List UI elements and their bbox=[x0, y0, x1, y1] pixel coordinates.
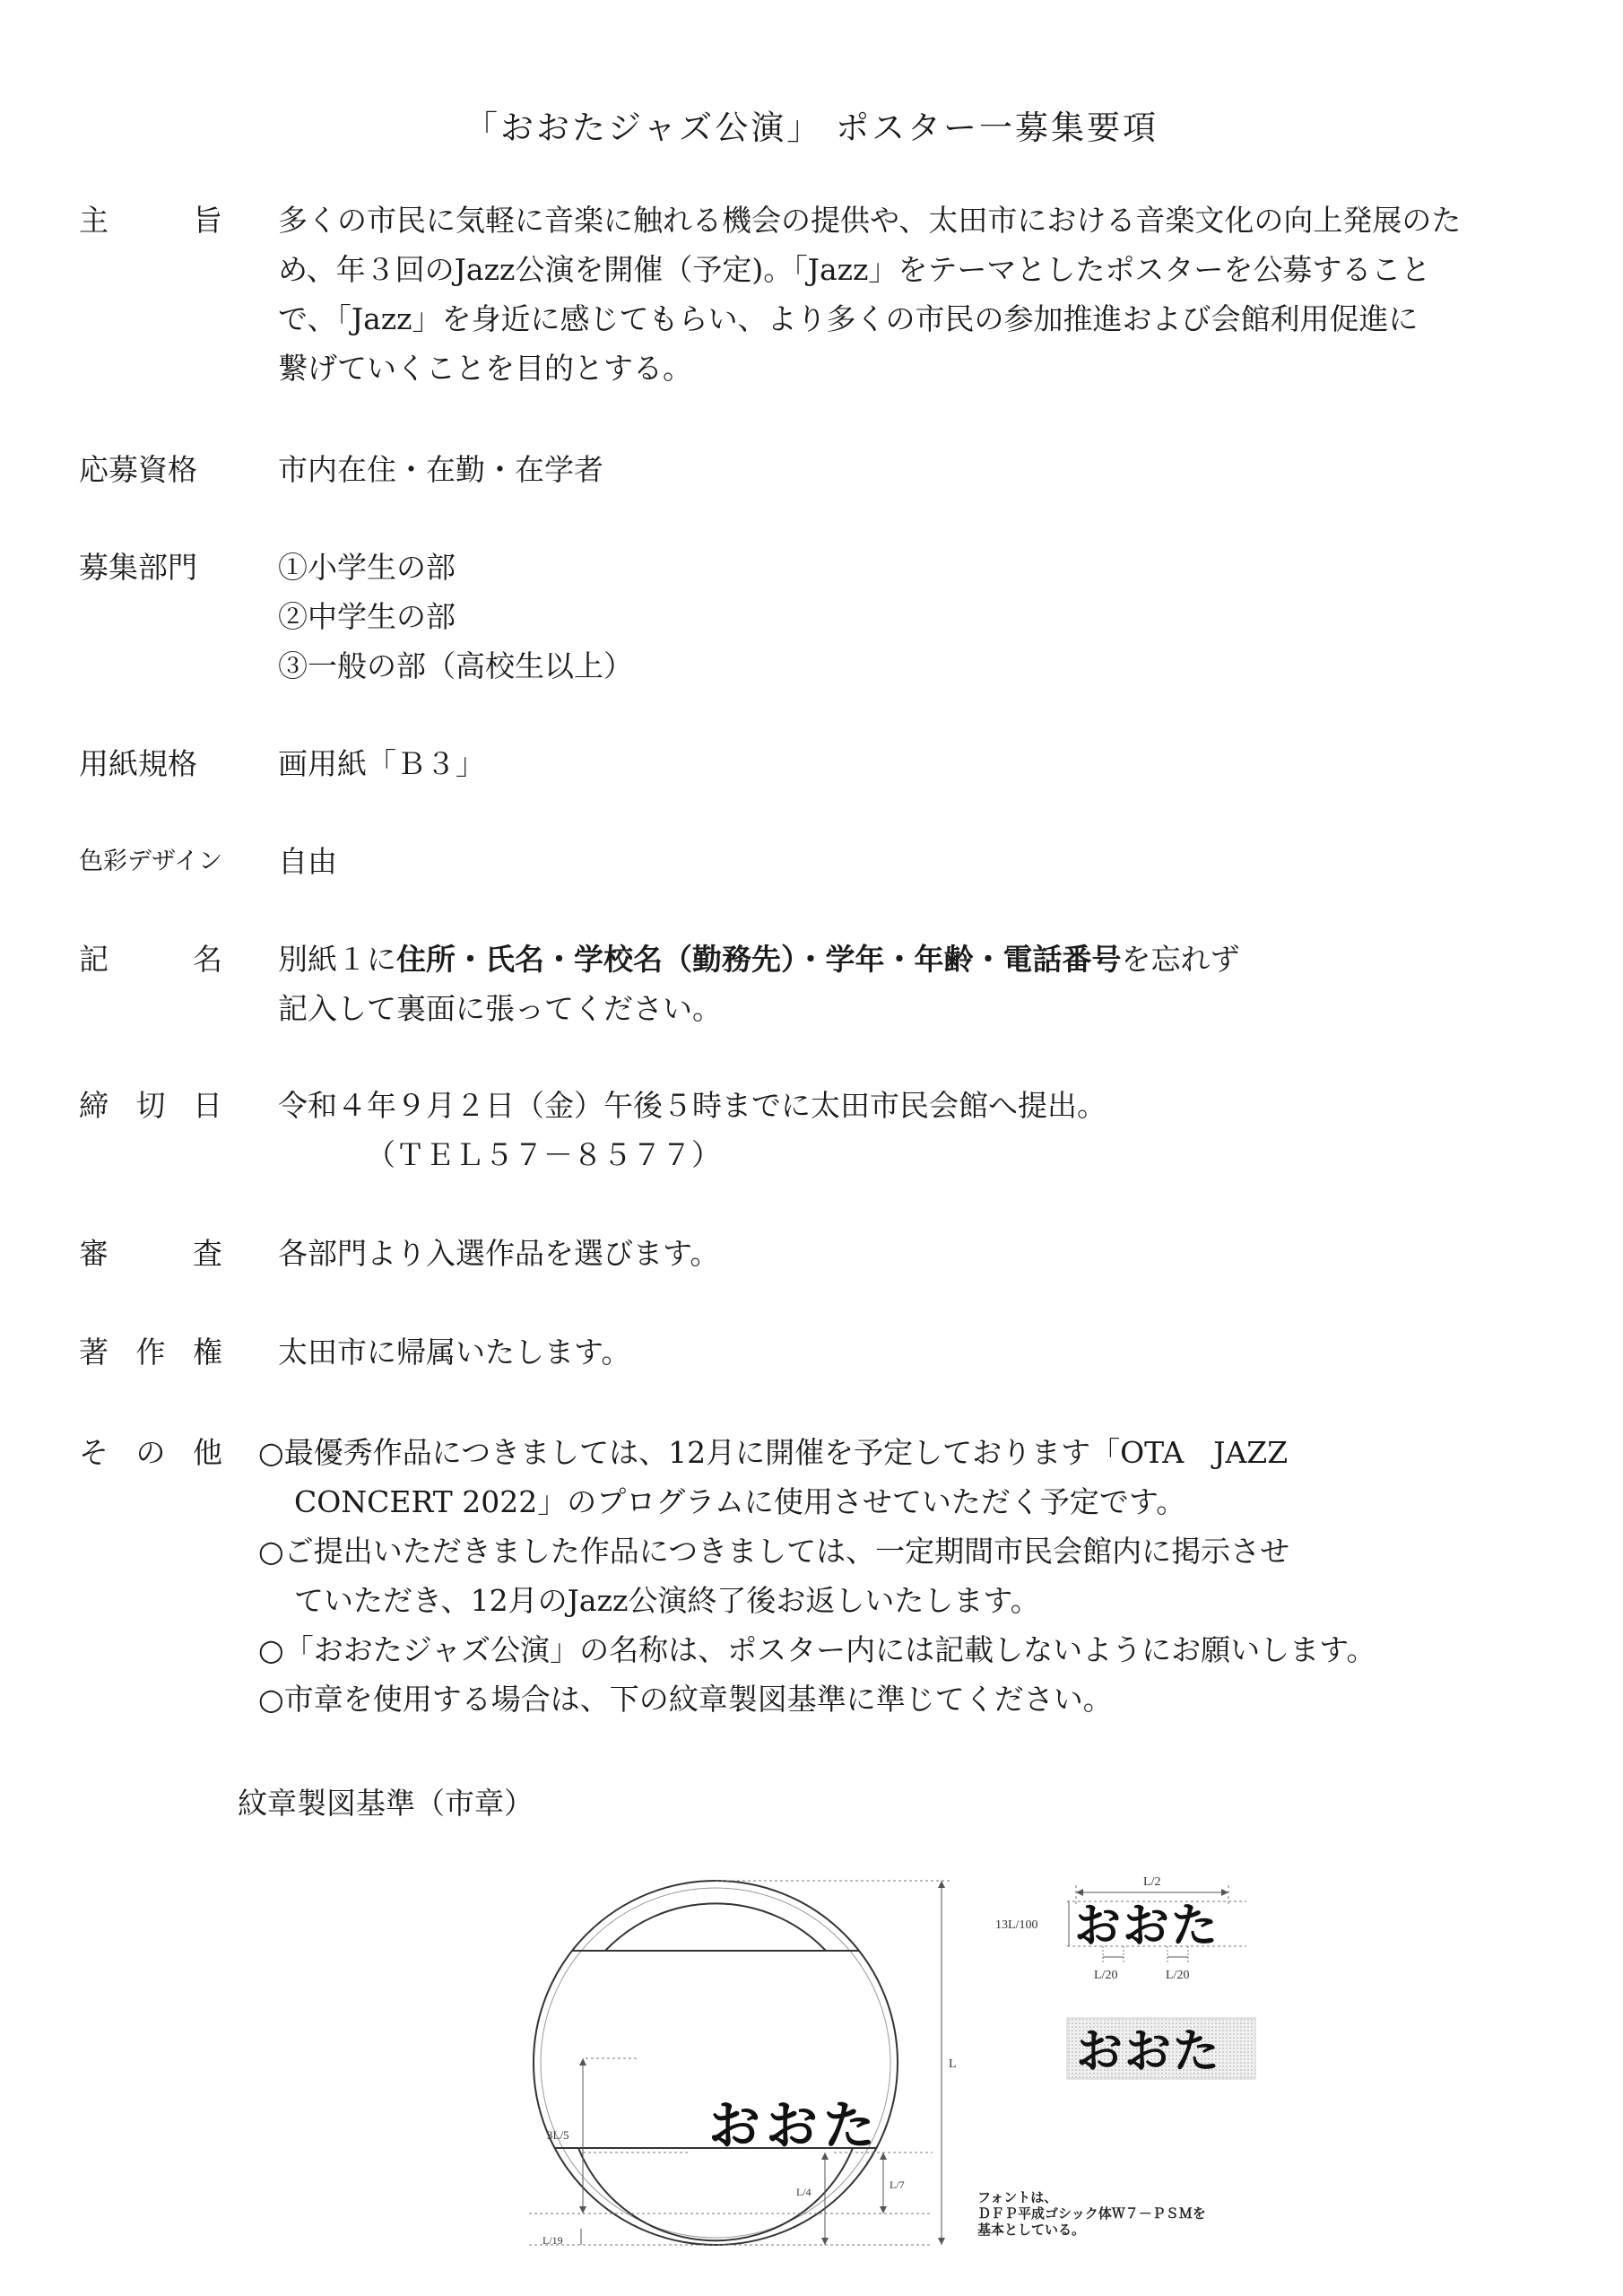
section-label: 著 作 権 bbox=[79, 1335, 222, 1370]
section-label: 締 切 日 bbox=[79, 1088, 222, 1123]
section-body: 多くの市民に気軽に音楽に触れる機会の提供や、太田市における音楽文化の向上発展のた め、年３回のJazz公演を開催（予定)。「Jazz」をテーマとしたポスターを公募すること で、「Jazz」を身近に感じてもらい、より多くの市民の参加推進および会館利用促進に 繋げていくことを目的とする。 bbox=[278, 203, 1462, 386]
dim-L7: L/7 bbox=[890, 2179, 905, 2191]
logotype-sample-text: おおた bbox=[1076, 2025, 1222, 2079]
section-judging: 審 査 各部門より入選作品を選びます。 bbox=[79, 1229, 1567, 1278]
section-label: 審 査 bbox=[79, 1236, 222, 1271]
dim-L19: L/19 bbox=[542, 2234, 563, 2247]
section-label: 記 名 bbox=[79, 942, 222, 977]
bottom-segment bbox=[578, 2148, 853, 2240]
section-label: 主 旨 bbox=[79, 203, 222, 238]
section-label: 応募資格 bbox=[79, 452, 197, 487]
phone-number: （ＴＥＬ５７－８５７７） bbox=[366, 1137, 721, 1172]
emblem-drafting-diagram bbox=[529, 1857, 1291, 2274]
section-color-design: 色彩デザイン 自由 bbox=[79, 837, 1567, 886]
section-label: 用紙規格 bbox=[79, 746, 197, 781]
emblem-logo-text: おおた bbox=[708, 2095, 881, 2156]
top-segment bbox=[605, 1903, 826, 1951]
font-note-line: 基本としている。 bbox=[977, 2222, 1086, 2238]
page-title: 「おおたジャズ公演」 ポスター一募集要項 bbox=[464, 109, 1159, 147]
section-eligibility: 応募資格 市内在住・在勤・在学者 bbox=[79, 445, 1567, 494]
emblem-circle bbox=[534, 1881, 898, 2245]
section-categories bbox=[79, 543, 1567, 691]
section-label: 色彩デザイン bbox=[79, 848, 223, 875]
category-item: ③一般の部（高校生以上） bbox=[278, 648, 633, 683]
dim-L4: L/4 bbox=[796, 2186, 812, 2198]
section-other: そ の 他 ○最優秀作品につきましては、12月に開催を予定しております「OTA JAZZ CONCERT 2022」のプログラムに使用させていただく予定です。 ○ご提出いただきました作品につきましては、一定期間市民会館内に掲示させ ていただき、12月のJazz公演終了後お返しいたします。 ○「おおたジャズ公演」の名称は、ポスター内には記載しないようにお願いします。 ○市章を使用する場合は、下の紋章製図基準に準じてください。 bbox=[79, 1428, 1567, 1724]
dim-13L100: 13L/100 bbox=[995, 1918, 1038, 1932]
dim-L2: L/2 bbox=[1143, 1875, 1161, 1889]
section-purpose bbox=[79, 196, 1567, 393]
section-label: 募集部門 bbox=[79, 550, 197, 585]
font-note-line: フォントは、 bbox=[977, 2189, 1058, 2205]
category-item: ①小学生の部 bbox=[278, 550, 456, 585]
dim-L: L bbox=[949, 2057, 957, 2071]
section-copyright: 著 作 権 太田市に帰属いたします。 bbox=[79, 1327, 1567, 1377]
dim-3L5: 3L/5 bbox=[547, 2128, 569, 2142]
section-paper-size: 用紙規格 画用紙「Ｂ３」 bbox=[79, 739, 1567, 788]
font-note-line: ＤＦＰ平成ゴシック体Ｗ７－ＰＳＭを bbox=[977, 2205, 1206, 2222]
dim-L20-a: L/20 bbox=[1094, 1969, 1118, 1982]
dim-L20-b: L/20 bbox=[1166, 1969, 1190, 1982]
note-item: ○市章を使用する場合は、下の紋章製図基準に準じてください。 bbox=[258, 1682, 1113, 1717]
section-label: そ の 他 bbox=[79, 1435, 222, 1470]
category-item: ②中学生の部 bbox=[278, 599, 456, 634]
logotype-spec-text: おおた bbox=[1074, 1900, 1220, 1953]
note-item: ○最優秀作品につきましては、12月に開催を予定しております「OTA JAZZ bbox=[258, 1435, 1289, 1470]
section-deadline: 締 切 日 令和４年９月２日（金）午後５時までに太田市民会館へ提出。 （ＴＥＬ５７－８５７７） bbox=[79, 1081, 1567, 1179]
required-fields: 住所・氏名・学校名（勤務先）・学年・年齢・電話番号 bbox=[396, 942, 1122, 977]
section-name-entry: 記 名 別紙１に住所・氏名・学校名（勤務先）・学年・年齢・電話番号を忘れず 記入して裏面に張ってください。 bbox=[79, 935, 1567, 1033]
note-item: ○ご提出いただきました作品につきましては、一定期間市民会館内に掲示させ bbox=[258, 1534, 1290, 1569]
note-item: ○「おおたジャズ公演」の名称は、ポスター内には記載しないようにお願いします。 bbox=[258, 1632, 1376, 1667]
emblem-heading: 紋章製図基準（市章） bbox=[238, 1786, 534, 1821]
